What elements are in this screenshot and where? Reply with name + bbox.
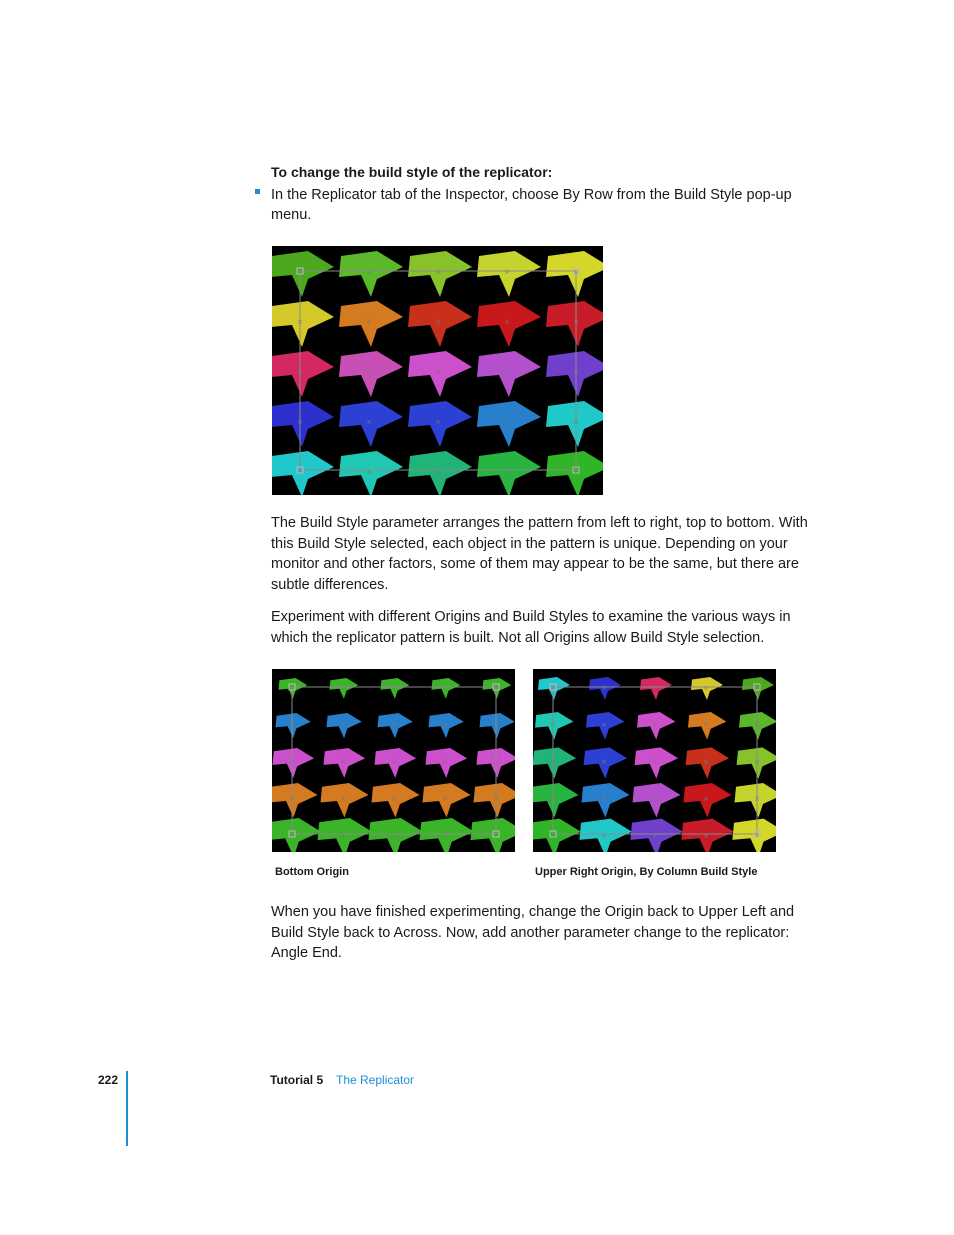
cell-marker: × [573, 368, 579, 376]
bullet-text: In the Replicator tab of the Inspector, choose By Row from the Build Style pop-up menu. [271, 187, 792, 223]
cell-marker: × [289, 832, 295, 840]
footer-chapter: Tutorial 5 [270, 1073, 324, 1087]
cell-marker: × [442, 832, 448, 840]
cell-marker: × [340, 795, 346, 803]
cell-marker: × [601, 795, 607, 803]
cell-marker: × [601, 721, 607, 729]
cell-marker: × [391, 758, 397, 766]
paragraph-experiment: Experiment with different Origins and Build Styles to examine the various ways in which the replicator pattern is built. Not all Origins allow Build Style selection. [271, 609, 791, 646]
cell-marker: × [289, 721, 295, 729]
cell-marker: × [754, 758, 760, 766]
cell-marker: × [550, 721, 556, 729]
cell-marker: × [601, 832, 607, 840]
cell-marker: × [435, 268, 441, 276]
replicated-shape [272, 818, 321, 852]
cell-marker: × [601, 684, 607, 692]
cell-marker: × [703, 795, 709, 803]
cell-marker: × [703, 721, 709, 729]
cell-marker: × [366, 268, 372, 276]
cell-marker: × [652, 721, 658, 729]
upper-right-origin-graphic [533, 669, 776, 852]
cell-marker: × [435, 368, 441, 376]
footer-rule [126, 1071, 128, 1146]
cell-marker: × [493, 721, 499, 729]
cell-marker: × [703, 684, 709, 692]
page-number: 222 [98, 1073, 119, 1087]
cell-marker: × [550, 684, 556, 692]
cell-marker: × [493, 758, 499, 766]
cell-marker: × [754, 721, 760, 729]
cell-marker: × [366, 368, 372, 376]
cell-marker: × [573, 318, 579, 326]
cell-marker: × [297, 368, 303, 376]
upper-right-origin-figure [533, 669, 776, 852]
section-heading: To change the build style of the replicator: [271, 164, 553, 180]
cell-marker: × [391, 832, 397, 840]
cell-marker: × [703, 758, 709, 766]
cell-marker: × [754, 832, 760, 840]
cell-marker: × [652, 684, 658, 692]
cell-marker: × [297, 418, 303, 426]
cell-marker: × [435, 418, 441, 426]
cell-marker: × [391, 721, 397, 729]
bottom-origin-caption: Bottom Origin [275, 866, 349, 878]
paragraph-build-style: The Build Style parameter arranges the pattern from left to right, top to bottom. With this Build Style selected, each object in the pattern is unique. Depending on your monitor and other factors, some of them may appear to be the same, but there are subtle differences. [271, 515, 808, 593]
cell-marker: × [297, 268, 303, 276]
cell-marker: × [435, 318, 441, 326]
cell-marker: × [442, 684, 448, 692]
cell-marker: × [703, 832, 709, 840]
replicated-shape [533, 819, 581, 852]
cell-marker: × [297, 318, 303, 326]
footer-chapter-title: The Replicator [336, 1073, 415, 1087]
cell-marker: × [289, 684, 295, 692]
cell-marker: × [391, 684, 397, 692]
cell-marker: × [550, 758, 556, 766]
bullet-square-icon [255, 189, 260, 194]
cell-marker: × [504, 318, 510, 326]
cell-marker: × [550, 795, 556, 803]
replicated-shape [272, 301, 334, 347]
bottom-origin-figure [272, 669, 515, 852]
cell-marker: × [366, 318, 372, 326]
cell-marker: × [504, 418, 510, 426]
cell-marker: × [573, 418, 579, 426]
cell-marker: × [366, 468, 372, 476]
cell-marker: × [652, 795, 658, 803]
replicator-by-row-figure [272, 246, 603, 495]
cell-marker: × [550, 832, 556, 840]
cell-marker: × [652, 832, 658, 840]
cell-marker: × [601, 758, 607, 766]
paragraph-finish: When you have finished experimenting, change the Origin back to Upper Left and Build Style back to Across. Now, add another parameter change to the replicator: Angle End. [271, 904, 795, 961]
replicated-shape [272, 351, 334, 397]
cell-marker: × [493, 795, 499, 803]
cell-marker: × [573, 468, 579, 476]
cell-marker: × [754, 684, 760, 692]
cell-marker: × [652, 758, 658, 766]
cell-marker: × [340, 832, 346, 840]
cell-marker: × [504, 468, 510, 476]
cell-marker: × [493, 684, 499, 692]
cell-marker: × [391, 795, 397, 803]
bottom-origin-graphic [272, 669, 515, 852]
cell-marker: × [754, 795, 760, 803]
cell-marker: × [442, 758, 448, 766]
cell-marker: × [504, 368, 510, 376]
cell-marker: × [340, 721, 346, 729]
upper-right-origin-caption: Upper Right Origin, By Column Build Style [535, 866, 758, 878]
replicator-pattern-graphic [272, 246, 603, 495]
cell-marker: × [289, 795, 295, 803]
cell-marker: × [340, 684, 346, 692]
cell-marker: × [573, 268, 579, 276]
cell-marker: × [340, 758, 346, 766]
cell-marker: × [493, 832, 499, 840]
cell-marker: × [504, 268, 510, 276]
cell-marker: × [435, 468, 441, 476]
cell-marker: × [297, 468, 303, 476]
replicated-shape [272, 401, 334, 447]
cell-marker: × [442, 795, 448, 803]
cell-marker: × [442, 721, 448, 729]
cell-marker: × [366, 418, 372, 426]
cell-marker: × [289, 758, 295, 766]
